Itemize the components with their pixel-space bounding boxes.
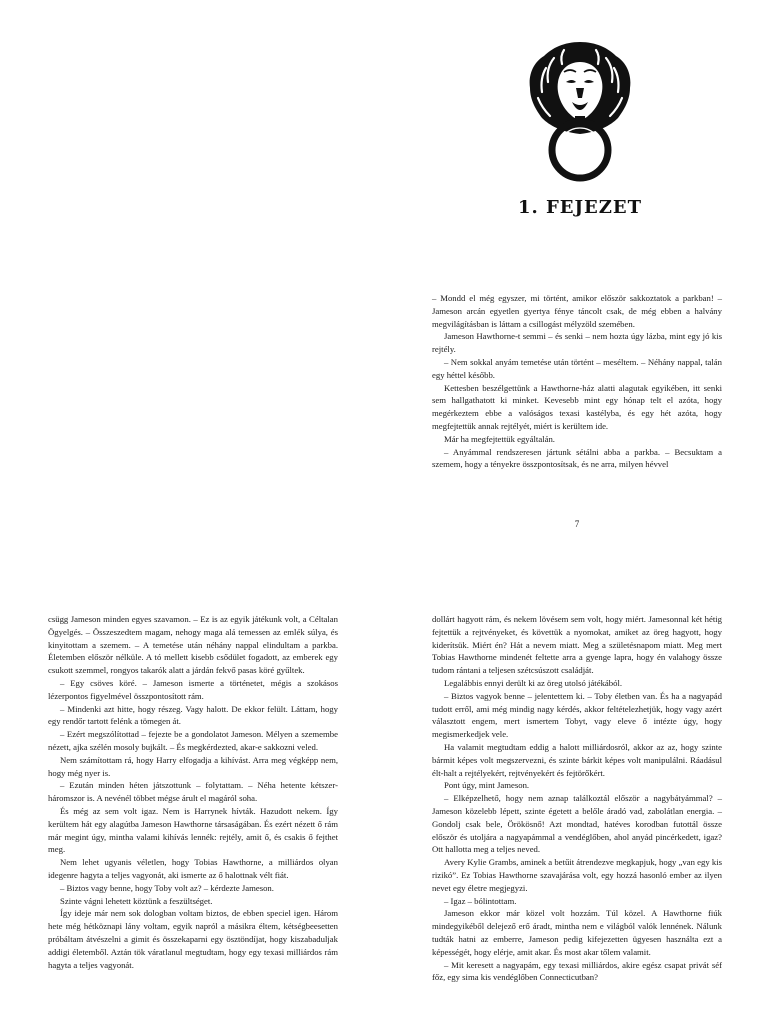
paragraph: – Biztos vagy benne, hogy Toby volt az? – kérdezte Jameson. [60,882,274,893]
paragraph: – Nem sokkal anyám temetése után történt – meséltem. – Néhány nappal, talán egy héttel később. [432,356,722,380]
paragraph: – Igaz – bólintottam. [444,895,517,906]
paragraph: dollárt hagyott rám, és nekem lövésem sem volt, hogy miért. Jamesonnal két hétig fejtettük a rejtvényeket, és követtük a nyomokat, amiket az öreg hagyott, hogy kiderítsük. Miért én? Hát a nevem miatt. Meg a születésnapom miatt. Meg mert Tobias Hawthorne mindenét feltette arra a gyenge lapra, hogy én valahogy össze tudom rántani a teljesen szétcsúszott családját. [432,614,722,676]
chapter-title: 1. FEJEZET [517,197,643,218]
page-number: 7 [574,519,580,529]
paragraph: Ha valamit megtudtam eddig a halott milliárdosról, akkor az az, hogy szinte bármit képes volt megszervezni, és szinte bárkit képes volt manipulálni. Ráadásul élt-halt a rejtélyekért, rejtvényekért és fejtörőkért. [432,741,722,778]
paragraph: – Anyámmal rendszeresen jártunk sétálni abba a parkba. – Becsuktam a szemem, hogy a tényekre összpontosítsak, és ne arra, milyen hévvel [432,446,722,470]
text-column-left [48,613,338,971]
paragraph: – Egy csöves köré. – Jameson ismerte a történetet, mégis a szokásos lézerpontos figyelmével összpontosított rám. [48,677,338,701]
paragraph: – Ezért megszólítottad – fejezte be a gondolatot Jameson. Mélyen a szemembe nézett, ajka szélén mosoly bujkált. – És megkérdezted, akar-e sakkozni veled. [48,729,338,752]
paragraph: – Mindenki azt hitte, hogy részeg. Vagy halott. De ekkor felült. Láttam, hogy egy rendőr tartott felénk a tömegen át. [48,703,338,727]
paragraph: Jameson ekkor már közel volt hozzám. Túl közel. A Hawthorne fiúk mindegyikéből delejező erő áradt, mintha nem e világból valók lennének. Nálunk tudták hatni az emberre, Jameson pedig kifejezetten ügyesen használta ezt a képességét, hogy elérje, amit akar. És most akar tőlem valamit. [432,908,722,957]
text-column-right [432,613,722,984]
paragraph: Pont úgy, mint Jameson. [444,780,530,791]
paragraph: És még az sem volt igaz. Nem is Harrynek hívták. Hazudott nekem. Így kerültem hát egy alagútba Jameson Hawthorne társaságában. És ezért nézett ő rám már megint úgy, mintha valami kihívás lennék: rejtély, amit ő, és csakis ő fejthet meg. [48,805,338,855]
paragraph: Szinte vágni lehetett köztünk a feszültséget. [60,895,213,906]
paragraph: – Mit keresett a nagyapám, egy texasi milliárdos, akire egész csapat privát séf főz, egy sima kis vendéglőben Connecticutban? [432,959,722,983]
paragraph: Így ideje már nem sok dologban voltam biztos, de ebben speciel igen. Három hete még hétköznapi lány voltam, egyik napról a másikra éltem, kétségbeesetten próbáltam átvészelni a gimit és összekaparni egy ösztöndíjat, hogy kiszabaduljak addigi életemből. Aztán tök váratlanul megtudtam, hogy egy texasi milliárdos rám hagyta a teljes vagyonát. [48,908,338,970]
paragraph: – Ezután minden héten játszottunk – folytattam. – Néha hetente kétszer-háromszor is. A nevénél többet mégse árult el magáról soha. [48,780,338,804]
paragraph: Jameson Hawthorne-t semmi – és senki – nem hozta úgy lázba, mint egy jó kis rejtély. [432,331,722,355]
paragraph: – Biztos vagyok benne – jelentettem ki. – Toby életben van. És ha a nagyapád tudott erről, ami még mindig nagy kérdés, akkor feltételezhetjük, hogy vagy azért választott engem, mert ismertem Tobyt, vagy eleve ő intézte úgy, hogy megismerkedjek vele. [432,690,722,740]
paragraph: – Elképzelhető, hogy nem aznap találkoztál először a nagybátyámmal? – Jameson közelebb lépett, szinte égetett a belőle áradó vad, zabolátlan energia. – Gondolj csak bele, Örökösnő! Azt mondtad, hatéves korodban futottál össze először és utoljára a nagyapámmal a vendéglőben, ahol anyád pincérkedett, igaz? Ott hallotta meg a teljes neved. [432,793,722,855]
paragraph: csügg Jameson minden egyes szavamon. – Ez is az egyik játékunk volt, a Céltalan Ögyelgés. – Összeszedtem magam, nehogy maga alá temessen az emlék súlya, és kinyitottam a szemem. – A temetése után néhány nappal elindultam a parkba. Életemben először nélküle. A tó mellett kisebb csődület fogadott, az emberek egy csukott szemmel, rongyos takarók alatt a járdán fekvő pasas köré gyűltek. [48,614,338,676]
paragraph: Avery Kylie Grambs, aminek a betűit átrendezve megkapjuk, hogy „van egy kis rizikó”. Ez Tobias Hawthorne szavajárása volt, egy hozzá hasonló ember az ilyen nevet egy életre megjegyzi. [432,857,722,893]
paragraph: Nem lehet ugyanis véletlen, hogy Tobias Hawthorne, a milliárdos olyan idegenre hagyta a teljes vagyonát, aki ismerte az ő halottnak vélt fiát. [48,857,338,880]
paragraph: Nem számítottam rá, hogy Harry elfogadja a kihívást. Arra meg végképp nem, hogy még nyer is. [48,754,338,778]
paragraph: Legalábbis ennyi derült ki az öreg utolsó játékából. [444,677,623,688]
lion-door-knocker-icon [526,38,634,186]
paragraph: Kettesben beszélgettünk a Hawthorne-ház alatti alagutak egyikében, itt senki sem hallgathatott ki minket. Kevesebb mint egy hónap telt el azóta, hogy megérkeztem ebbe a valóságos texasi kastélyba, és egy hét azóta, hogy megfejtettük annak rejtélyét, miért is kerültem ide. [432,382,722,431]
paragraph: Már ha megfejtettük egyáltalán. [444,433,555,444]
paragraph: – Mondd el még egyszer, mi történt, amikor először sakkoztatok a parkban! – Jameson arcán egyetlen gyertya fénye táncolt csak, de még ebben a halvány megvilágításban is láttam a csillogást mélyzöld szemében. [432,293,722,329]
text-column-top [432,292,722,471]
